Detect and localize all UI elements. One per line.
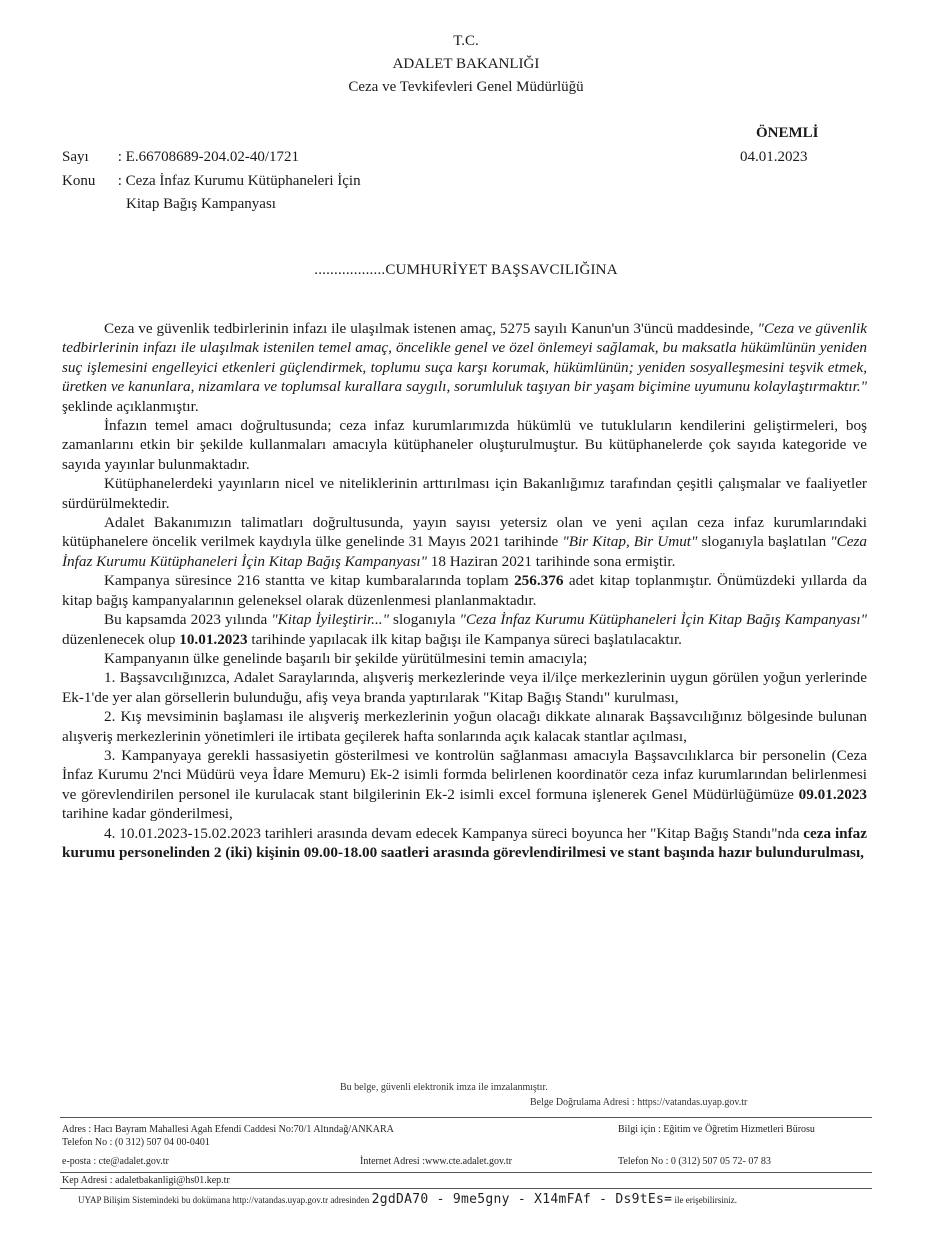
footer-web[interactable]: İnternet Adresi :www.cte.adalet.gov.tr: [360, 1156, 512, 1167]
paragraph-2: İnfazın temel amacı doğrultusunda; ceza infaz kurumlarımızda hükümlü ve tutukluların kendilerini geliştirmeleri, boş zamanlarını etkin bir şekilde kullanmaları amacıyla kütüphaneler oluşturulmuştur. Bu kütüphanelerde çok sayıda kategoride ve sayıda yayınlar bulunmaktadır.: [62, 417, 867, 473]
paragraph-5: Kampanya süresince 216 stantta ve kitap kumbaralarında toplam 256.376 adet kitap toplanmıştır. Önümüzdeki yıllarda da kitap bağış kampanyalarının geleneksel olarak düzenlenmesi planlanmaktadır.: [62, 572, 868, 609]
paragraph-1: Ceza ve güvenlik tedbirlerinin infazı ile ulaşılmak istenen amaç, 5275 sayılı Kanun'un 3'üncü maddesinde, "Ceza ve güvenlik tedbirlerinin infazı ile ulaşılmak istenilen temel amaç, öncelikle genel ve özel önlemeyi sağlamak, bu maksatla hükümlünün yeniden suç işlemesini engelleyici etkenleri güçlendirmek, toplumu suça karşı korumak, hükümlünün; yeniden sosyalleşmesini teşvik etmek, üretken ve kanunlara, nizamlara ve toplumsal kurallara saygılı, sorumluluk taşıyan bir yaşam biçimine uyumunu kolaylaştırmaktır." şeklinde açıklanmıştır.: [62, 320, 867, 415]
document-date: 04.01.2023: [740, 149, 808, 165]
list-item-3: 3. Kampanyaya gerekli hassasiyetin gösterilmesi ve kontrolün sağlanması amacıyla Başsavcılıklarca bir personelin (Ceza İnfaz Kurumu 2'nci Müdürü veya İdare Memuru) Ek-2 isimli formda belirlenen koordinatör ceza infaz kurumlarından belirlenmesi ve görevlendirilen personel ile kurulacak stant bilgilerinin Ek-2 isimli excel formuna işlenerek Genel Müdürlüğümüze 09.01.2023 tarihine kadar gönderilmesi,: [62, 746, 867, 823]
importance-label: ÖNEMLİ: [756, 125, 819, 141]
letterhead-directorate: Ceza ve Tevkifevleri Genel Müdürlüğü: [348, 79, 584, 95]
footer-divider-3: [60, 1188, 872, 1189]
konu-value-line2: Kitap Bağış Kampanyası: [126, 196, 276, 212]
uyap-prefix: UYAP Bilişim Sistemindeki bu dokümana http://vatandas.uyap.gov.tr adresinden: [78, 1195, 370, 1205]
uyap-suffix: ile erişebilirsiniz.: [674, 1195, 737, 1205]
list-item-4: 4. 10.01.2023-15.02.2023 tarihleri arasında devam edecek Kampanya süreci boyunca her "Kitap Bağış Standı"nda ceza infaz kurumu personelinden 2 (iki) kişinin 09.00-18.00 saatleri arasında görevlendirilmesi ve stant başında hazır bulundurulması,: [62, 824, 868, 861]
footer-kep: Kep Adresi : adaletbakanligi@hs01.kep.tr: [62, 1175, 230, 1186]
sayi-label: Sayı: [62, 149, 89, 165]
sayi-row: [62, 149, 299, 166]
paragraph-6: Bu kapsamda 2023 yılında "Kitap İyileştirir..." sloganıyla "Ceza İnfaz Kurumu Kütüphaneleri İçin Kitap Bağış Kampanyası" düzenlenecek olup 10.01.2023 tarihinde yapılacak ilk kitap bağışı ile Kampanya süreci başlatılacaktır.: [62, 611, 867, 648]
paragraph-4: Adalet Bakanımızın talimatları doğrultusunda, yayın sayısı yetersiz olan ve yeni açılan ceza infaz kurumlarındaki kütüphanelere öncelik verilmek kaydıyla ülke genelinde 31 Mayıs 2021 tarihinde "Bir Kitap, Bir Umut" sloganıyla başlatılan "Ceza İnfaz Kurumu Kütüphaneleri İçin Kitap Bağış Kampanyası" 18 Haziran 2021 tarihinde sona ermiştir.: [62, 514, 868, 570]
footer-info-phone: Telefon No : 0 (312) 507 05 72- 07 83: [618, 1156, 771, 1167]
paragraph-7: Kampanyanın ülke genelinde başarılı bir şekilde yürütülmesini temin amacıyla;: [104, 649, 588, 667]
footer-divider-2: [60, 1172, 872, 1173]
uyap-code: 2gdDA70 - 9me5gny - X14mFAf - Ds9tEs=: [371, 1192, 673, 1207]
paragraph-3: Kütüphanelerdeki yayınların nicel ve niteliklerinin arttırılması için Bakanlığımız tarafından çeşitli çalışmalar ve faaliyetler sürdürülmektedir.: [62, 475, 867, 512]
list-item-2: 2. Kış mevsiminin başlaması ile alışveriş merkezlerinin yoğun olacağı dikkate alınarak Başsavcılığınız bölgesinde bulunan alışveriş merkezlerinin yönetimleri ile irtibata geçilerek hafta sonlarında açık kalacak stantlar açılması,: [62, 708, 867, 745]
sayi-value: : E.66708689-204.02-40/1721: [117, 149, 299, 165]
letterhead-tc: T.C.: [453, 33, 479, 49]
uyap-access-line: [78, 1192, 737, 1207]
verification-address: Belge Doğrulama Adresi : https://vatandas.uyap.gov.tr: [530, 1097, 748, 1108]
addressee: ..................CUMHURİYET BAŞSAVCILIĞINA: [314, 262, 618, 278]
e-signature-note: Bu belge, güvenli elektronik imza ile imzalanmıştır.: [340, 1082, 548, 1093]
footer-info: Bilgi için : Eğitim ve Öğretim Hizmetleri Bürosu: [618, 1124, 815, 1135]
konu-label: Konu: [62, 173, 96, 189]
letter-body: [62, 319, 867, 862]
letterhead: [0, 30, 932, 99]
letterhead-ministry: ADALET BAKANLIĞI: [392, 56, 540, 72]
footer-email[interactable]: e-posta : cte@adalet.gov.tr: [62, 1156, 169, 1167]
footer-address: Adres : Hacı Bayram Mahallesi Agah Efendi Caddesi No:70/1 Altındağ/ANKARA: [62, 1124, 394, 1135]
list-item-1: 1. Başsavcılığınızca, Adalet Saraylarında, alışveriş merkezlerinde veya il/ilçe merkezlerinin uygun görülen yoğun yerlerinde Ek-1'de yer alan görsellerin bulunduğu, afiş veya branda yaptırılarak "Kitap Bağış Standı" kurulması,: [62, 669, 867, 706]
footer-phone: Telefon No : (0 312) 507 04 00-0401: [62, 1137, 210, 1148]
konu-value-line1: : Ceza İnfaz Kurumu Kütüphaneleri İçin: [117, 173, 361, 189]
footer-divider: [60, 1117, 872, 1118]
konu-row: [62, 173, 361, 190]
